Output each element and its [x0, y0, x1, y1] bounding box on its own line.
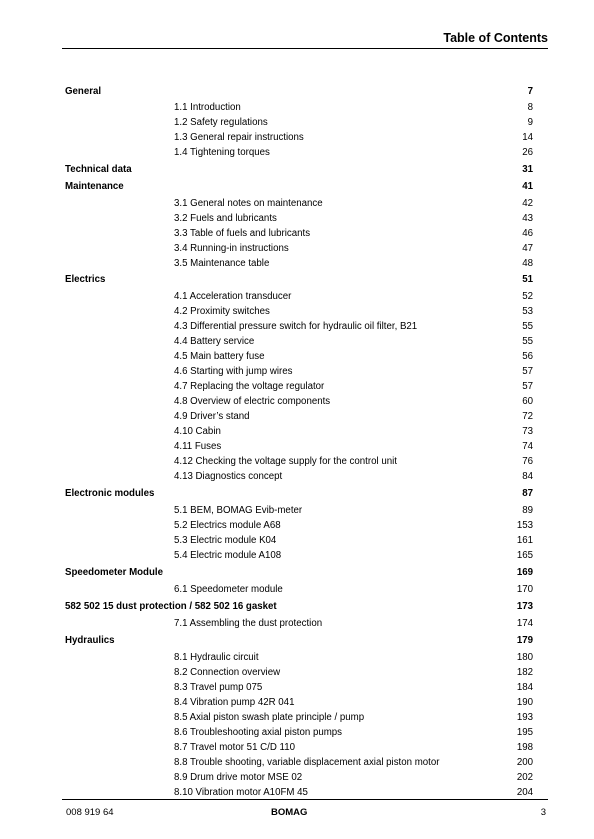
toc-chapter-row: [0, 180, 594, 194]
toc-page-number: 14: [522, 132, 533, 144]
toc-entry-title: 4.2 Proximity switches: [174, 306, 270, 318]
toc-page-number: 46: [522, 227, 533, 239]
footer-page-number: 3: [540, 807, 546, 818]
toc-page-number: 170: [516, 583, 533, 595]
toc-entry-title: 4.5 Main battery fuse: [174, 351, 265, 363]
toc-section-row: [0, 726, 594, 740]
toc-section-row: [0, 197, 594, 211]
toc-page-number: 84: [522, 471, 533, 483]
toc-entry-title: 8.10 Vibration motor A10FM 45: [174, 786, 308, 798]
toc-page-number: 173: [516, 600, 533, 612]
toc-entry-title: 8.5 Axial piston swash plate principle / pump: [174, 711, 365, 723]
toc-entry-title: 5.3 Electric module K04: [174, 535, 277, 547]
toc-page-number: 72: [522, 411, 533, 423]
toc-entry-title: 3.1 General notes on maintenance: [174, 197, 323, 209]
toc-entry-title: 1.3 General repair instructions: [174, 132, 304, 144]
toc-section-row: [0, 696, 594, 710]
toc-chapter-row: [0, 85, 594, 99]
toc-entry-title: 5.1 BEM, BOMAG Evib-meter: [174, 505, 303, 517]
toc-chapter-row: [0, 634, 594, 648]
toc-entry-title: 3.4 Running-in instructions: [174, 242, 289, 254]
toc-page-number: 55: [522, 336, 533, 348]
toc-page-number: 76: [522, 456, 533, 468]
toc-page-number: 31: [522, 164, 533, 176]
toc-chapter-row: [0, 487, 594, 501]
toc-page-number: 51: [522, 274, 533, 286]
toc-page-number: 60: [522, 396, 533, 408]
toc-entry-title: 5.2 Electrics module A68: [174, 520, 281, 532]
toc-section-row: [0, 365, 594, 379]
toc-page-number: 184: [516, 681, 533, 693]
toc-entry-title: Maintenance: [65, 180, 124, 192]
toc-entry-title: 5.4 Electric module A108: [174, 550, 282, 562]
toc-entry-title: 1.4 Tightening torques: [174, 147, 270, 159]
toc-section-row: [0, 583, 594, 597]
toc-entry-title: 4.7 Replacing the voltage regulator: [174, 381, 325, 393]
toc-entry-title: 8.1 Hydraulic circuit: [174, 651, 259, 663]
toc-page-number: 204: [516, 786, 533, 798]
toc-entry-title: 1.2 Safety regulations: [174, 117, 268, 129]
toc-section-row: [0, 350, 594, 364]
footer-divider: [62, 799, 548, 800]
toc-entry-title: General: [65, 85, 102, 97]
toc-page-number: 43: [522, 212, 533, 224]
toc-section-row: [0, 519, 594, 533]
toc-page-number: 169: [516, 567, 533, 578]
toc-section-row: [0, 290, 594, 304]
toc-page-number: 42: [522, 197, 533, 209]
toc-section-row: [0, 534, 594, 548]
toc-entry-title: 4.4 Battery service: [174, 336, 255, 348]
toc-page-number: 57: [522, 366, 533, 378]
toc-entry-title: 4.6 Starting with jump wires: [174, 366, 293, 378]
toc-section-row: [0, 410, 594, 424]
toc-section-row: [0, 257, 594, 271]
toc-entry-title: Speedometer Module: [65, 567, 163, 578]
toc-page-number: 47: [522, 242, 533, 254]
toc-chapter-row: [0, 600, 594, 614]
toc-section-row: [0, 771, 594, 785]
toc-page-number: 56: [522, 351, 533, 363]
toc-entry-title: 4.1 Acceleration transducer: [174, 291, 292, 303]
toc-chapter-row: [0, 273, 594, 287]
toc-section-row: [0, 440, 594, 454]
toc-entry-title: 6.1 Speedometer module: [174, 583, 283, 595]
toc-page-number: 89: [522, 505, 533, 517]
toc-page-number: 193: [516, 711, 533, 723]
toc-entry-title: Electrics: [65, 274, 106, 286]
toc-page-number: 52: [522, 291, 533, 303]
toc-entry-title: 8.7 Travel motor 51 C/D 110: [174, 741, 295, 753]
toc-entry-title: 8.8 Trouble shooting, variable displacement axial piston motor: [174, 756, 440, 768]
toc-page-number: 57: [522, 381, 533, 393]
toc-section-row: [0, 666, 594, 680]
toc-entry-title: 3.2 Fuels and lubricants: [174, 212, 277, 224]
toc-page-number: 26: [522, 147, 533, 159]
toc-page-number: 74: [522, 441, 533, 453]
toc-entry-title: 8.4 Vibration pump 42R 041: [174, 696, 295, 708]
toc-section-row: [0, 146, 594, 160]
toc-page-number: 195: [516, 726, 533, 738]
toc-section-row: [0, 101, 594, 115]
toc-entry-title: 8.9 Drum drive motor MSE 02: [174, 771, 303, 783]
toc-entry-title: 1.1 Introduction: [174, 102, 241, 114]
toc-page-number: 48: [522, 257, 533, 269]
toc-chapter-row: [0, 163, 594, 177]
toc-page-number: 174: [516, 617, 533, 629]
toc-page-number: 53: [522, 306, 533, 318]
toc-page-number: 182: [516, 666, 533, 678]
toc-section-row: [0, 305, 594, 319]
page-header-title: Table of Contents: [443, 31, 548, 45]
toc-entry-title: Electronic modules: [65, 488, 155, 500]
toc-page-number: 161: [516, 535, 533, 547]
toc-section-row: [0, 549, 594, 563]
toc-section-row: [0, 227, 594, 241]
toc-page-number: 190: [516, 696, 533, 708]
toc-page-number: 7: [527, 85, 533, 97]
toc-entry-title: 582 502 15 dust protection / 582 502 16 gasket: [65, 600, 277, 612]
toc-section-row: [0, 380, 594, 394]
toc-page-number: 87: [522, 488, 533, 500]
toc-section-row: [0, 212, 594, 226]
toc-entry-title: 4.8 Overview of electric components: [174, 396, 331, 408]
toc-entry-title: 3.3 Table of fuels and lubricants: [174, 227, 311, 239]
toc-entry-title: Technical data: [65, 164, 132, 176]
toc-page-number: 179: [516, 634, 533, 646]
toc-section-row: [0, 335, 594, 349]
toc-entry-title: 4.12 Checking the voltage supply for the control unit: [174, 456, 397, 468]
toc-entry-title: 8.6 Troubleshooting axial piston pumps: [174, 726, 343, 738]
toc-section-row: [0, 395, 594, 409]
toc-section-row: [0, 741, 594, 755]
toc-section-row: [0, 320, 594, 334]
toc-page-number: 41: [522, 180, 533, 192]
footer-doc-number: 008 919 64: [66, 807, 114, 818]
toc-entry-title: 7.1 Assembling the dust protection: [174, 617, 323, 629]
toc-entry-title: Hydraulics: [65, 634, 115, 646]
footer-brand: BOMAG: [271, 807, 308, 818]
toc-entry-title: 8.2 Connection overview: [174, 666, 281, 678]
toc-section-row: [0, 711, 594, 725]
toc-page-number: 165: [516, 550, 533, 562]
toc-section-row: [0, 504, 594, 518]
toc-section-row: [0, 131, 594, 145]
toc-page-number: 8: [527, 102, 533, 114]
toc-page-number: 9: [527, 117, 533, 129]
toc-section-row: [0, 786, 594, 800]
toc-section-row: [0, 455, 594, 469]
toc-page-number: 153: [516, 520, 533, 532]
toc-section-row: [0, 242, 594, 256]
toc-section-row: [0, 470, 594, 484]
toc-section-row: [0, 617, 594, 631]
toc-entry-title: 4.13 Diagnostics concept: [174, 471, 283, 483]
toc-page-number: 198: [516, 741, 533, 753]
toc-section-row: [0, 116, 594, 130]
toc-page-number: 55: [522, 321, 533, 333]
toc-section-row: [0, 681, 594, 695]
toc-entry-title: 4.11 Fuses: [174, 441, 222, 453]
toc-page-number: 202: [516, 771, 533, 783]
toc-page-number: 73: [522, 426, 533, 438]
toc-section-row: [0, 425, 594, 439]
toc-entry-title: 4.3 Differential pressure switch for hydraulic oil filter, B21: [174, 321, 418, 333]
toc-section-row: [0, 756, 594, 770]
toc-entry-title: 8.3 Travel pump 075: [174, 681, 263, 693]
toc-page-number: 200: [516, 756, 533, 768]
toc-page-number: 180: [516, 651, 533, 663]
toc-section-row: [0, 651, 594, 665]
toc-entry-title: 3.5 Maintenance table: [174, 257, 270, 269]
toc-chapter-row: [0, 566, 594, 580]
toc-entry-title: 4.10 Cabin: [174, 426, 221, 438]
toc-entry-title: 4.9 Driver’s stand: [174, 411, 250, 423]
